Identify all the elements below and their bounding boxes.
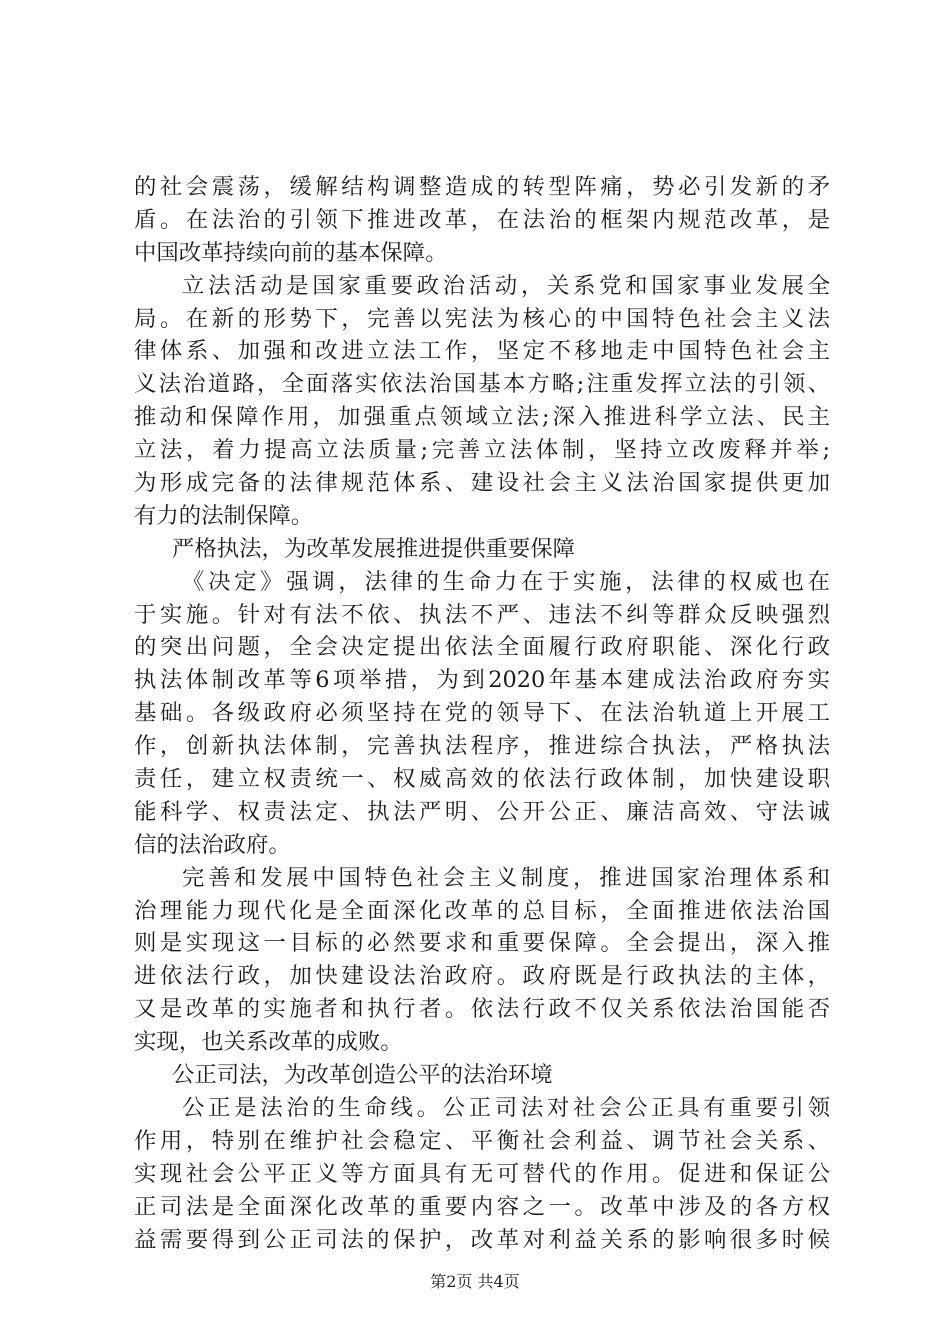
text-line: 中国改革持续向前的基本保障。	[134, 239, 448, 266]
text-line: 的社会震荡，缓解结构调整造成的转型阵痛，势必引发新的矛	[134, 174, 830, 200]
section-heading: 公正司法，为改革创造公平的法治环境	[172, 1062, 553, 1089]
text-line: 局。在新的形势下，完善以宪法为核心的中国特色社会主义法	[134, 305, 830, 332]
section-heading: 严格执法，为改革发展推进提供重要保障	[172, 535, 576, 562]
text-line: 推动和保障作用，加强重点领域立法;深入推进科学立法、民主	[134, 404, 830, 431]
text-line: 信的法治政府。	[134, 831, 291, 858]
text-line: 盾。在法治的引领下推进改革，在法治的框架内规范改革，是	[134, 206, 830, 233]
text-line: 正司法是全面深化改革的重要内容之一。改革中涉及的各方权	[134, 1193, 830, 1220]
text-line: 于实施。针对有法不依、执法不严、违法不纠等群众反映强烈	[134, 601, 830, 628]
page-number-footer: 第2页 共4页	[430, 1272, 520, 1291]
text-line: 能科学、权责法定、执法严明、公开公正、廉洁高效、守法诚	[134, 798, 830, 825]
text-line: 为形成完备的法律规范体系、建设社会主义法治国家提供更加	[134, 470, 830, 497]
text-line: 又是改革的实施者和执行者。依法行政不仅关系依法治国能否	[134, 996, 830, 1023]
text-line: 实现，也关系改革的成败。	[134, 1029, 403, 1056]
text-line: 作用，特别在维护社会稳定、平衡社会利益、调节社会关系、	[134, 1127, 830, 1154]
text-line: 作，创新执法体制，完善执法程序，推进综合执法，严格执法	[134, 733, 830, 760]
text-line: 益需要得到公正司法的保护，改革对利益关系的影响很多时候	[134, 1226, 830, 1253]
text-line: 治理能力现代化是全面深化改革的总目标，全面推进依法治国	[134, 897, 830, 924]
text-line: 义法治道路，全面落实依法治国基本方略;注重发挥立法的引领、	[134, 371, 830, 398]
text-line: 实现社会公平正义等方面具有无可替代的作用。促进和保证公	[134, 1160, 830, 1187]
text-line: 律体系、加强和改进立法工作，坚定不移地走中国特色社会主	[134, 338, 830, 365]
text-line: 有力的法制保障。	[134, 502, 314, 529]
text-line: 公正是法治的生命线。公正司法对社会公正具有重要引领	[182, 1094, 830, 1121]
text-line: 的突出问题，全会决定提出依法全面履行政府职能、深化行政	[134, 634, 830, 661]
text-line: 立法活动是国家重要政治活动，关系党和国家事业发展全	[182, 272, 830, 299]
text-line: 《决定》强调，法律的生命力在于实施，法律的权威也在	[182, 568, 830, 595]
text-line: 责任，建立权责统一、权威高效的依法行政体制，加快建设职	[134, 766, 830, 793]
text-line: 完善和发展中国特色社会主义制度，推进国家治理体系和	[182, 864, 830, 891]
text-line: 进依法行政，加快建设法治政府。政府既是行政执法的主体，	[134, 963, 830, 990]
text-line: 执法体制改革等6项举措，为到2020年基本建成法治政府夯实	[134, 667, 830, 694]
document-body	[134, 171, 830, 1256]
text-line: 基础。各级政府必须坚持在党的领导下、在法治轨道上开展工	[134, 700, 830, 727]
text-line: 立法，着力提高立法质量;完善立法体制，坚持立改废释并举;	[134, 437, 830, 464]
text-line: 则是实现这一目标的必然要求和重要保障。全会提出，深入推	[134, 930, 830, 957]
